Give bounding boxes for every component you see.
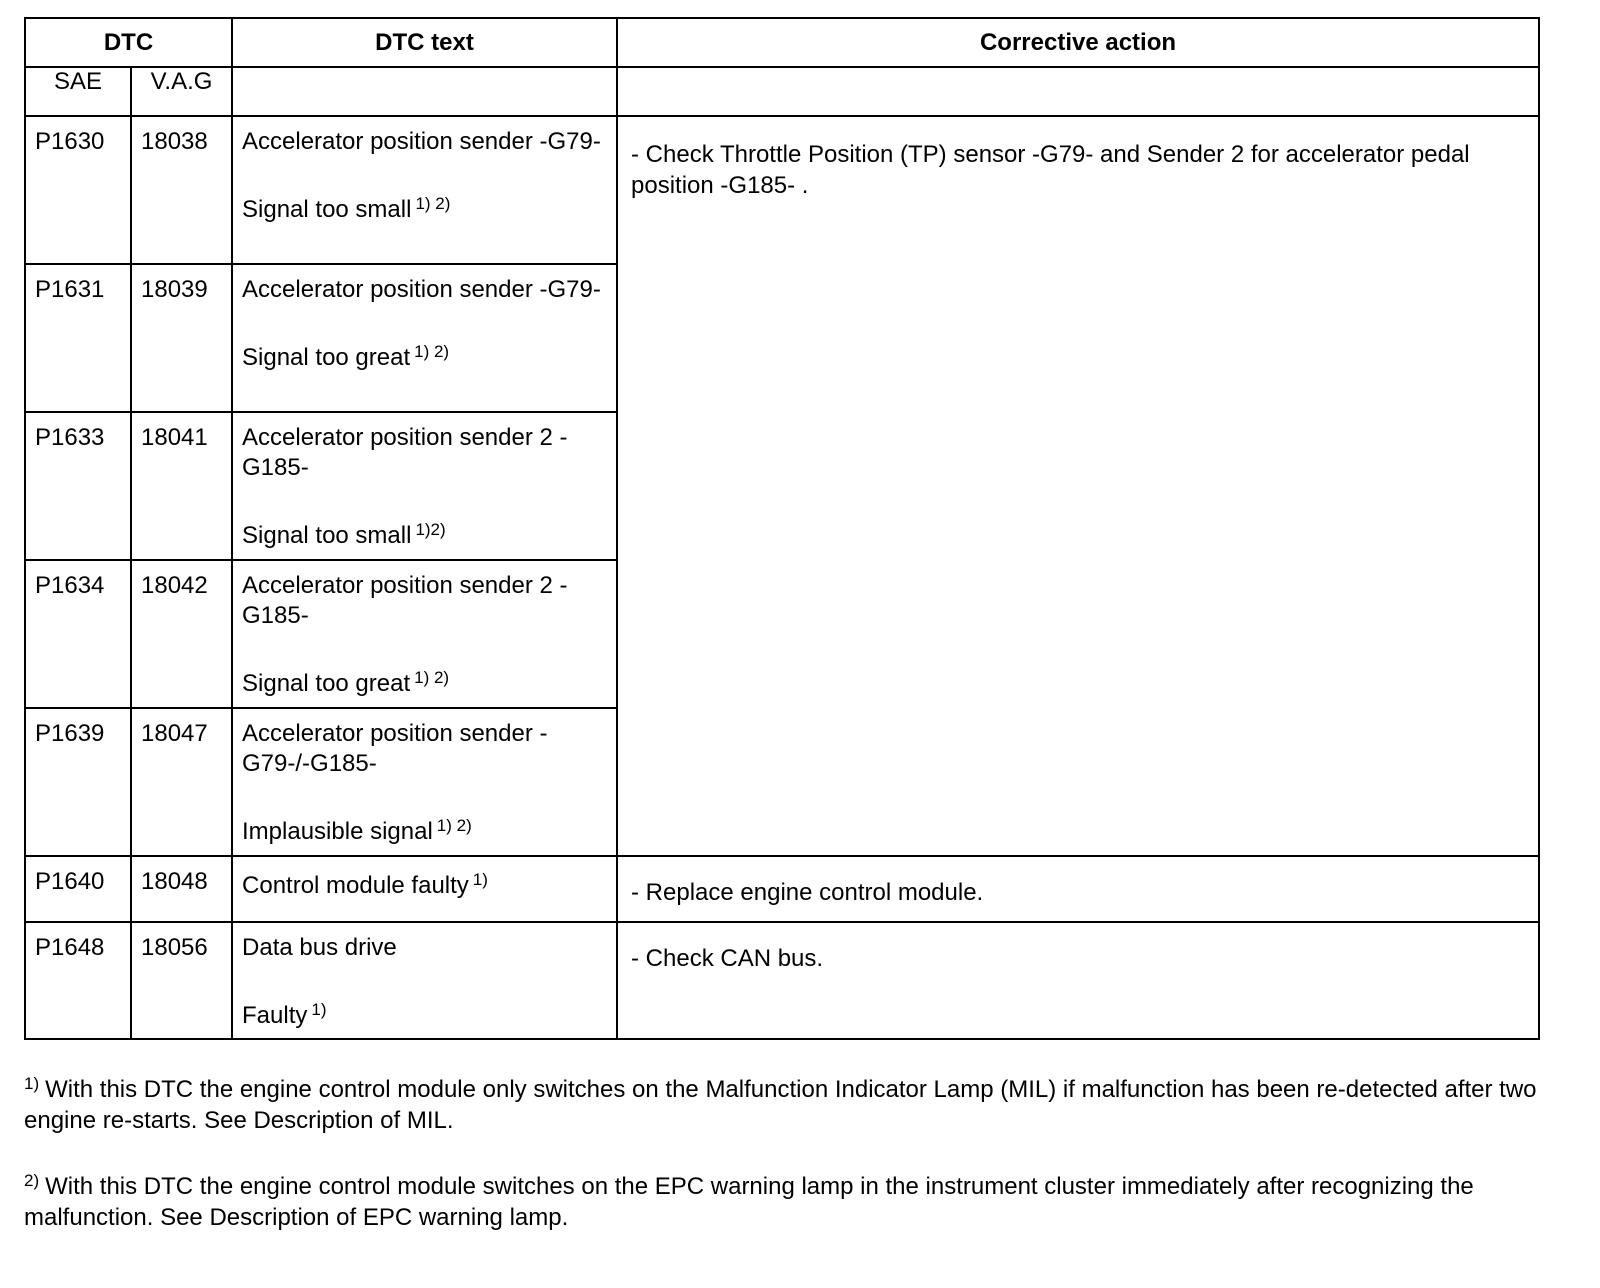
vag-code: 18048 bbox=[141, 868, 208, 895]
footnote-ref: 1) 2) bbox=[414, 668, 450, 687]
table-row bbox=[25, 116, 1539, 264]
table-row bbox=[25, 922, 1539, 1039]
vag-code: 18042 bbox=[141, 572, 208, 599]
dtc-description: Control module faulty bbox=[242, 872, 469, 899]
vag-code: 18039 bbox=[141, 276, 208, 303]
header-row bbox=[25, 18, 1539, 67]
dtc-description: Accelerator position sender 2 -G185- bbox=[242, 572, 568, 629]
footnote-ref: 1) bbox=[311, 1000, 327, 1019]
corrective-action-accelerator: - Check Throttle Position (TP) sensor -G79- and Sender 2 for accelerator pedal position -G185- . bbox=[631, 141, 1470, 199]
footnote-mark: 1) bbox=[24, 1074, 40, 1093]
dtc-condition: Signal too great $^{1) 2)}$ bbox=[242, 342, 450, 371]
sae-code: P1639 bbox=[35, 720, 105, 747]
footnote-mark: 2) bbox=[24, 1171, 40, 1190]
footnote-ref: 1) 2) bbox=[436, 816, 472, 835]
footnote-ref: 1) 2) bbox=[414, 342, 450, 361]
dtc-description: Data bus drive bbox=[242, 934, 397, 961]
footnote-2: $^{2)}$ With this DTC the engine control module switches on the EPC warning lamp in the instrument cluster immediately after recognizing the malfunction. See Description of EPC warning lamp. bbox=[24, 1171, 1474, 1231]
subheader-row bbox=[25, 67, 1539, 116]
sae-code: P1640 bbox=[35, 868, 105, 895]
table-row bbox=[25, 856, 1539, 922]
vag-code: 18047 bbox=[141, 720, 208, 747]
dtc-header: DTC bbox=[25, 18, 232, 67]
vag-code: 18038 bbox=[141, 128, 208, 155]
sae-code: P1631 bbox=[35, 276, 105, 303]
corrective-action-can: - Check CAN bus. bbox=[631, 945, 824, 972]
footnote-ref: 1) bbox=[472, 870, 488, 889]
dtc-condition: Signal too small $^{1)2)}$ bbox=[242, 520, 446, 549]
dtc-description: Accelerator position sender -G79- bbox=[242, 276, 601, 303]
sae-header: SAE bbox=[25, 67, 131, 116]
dtc-text-header: DTC text bbox=[232, 18, 617, 67]
dtc-description: Accelerator position sender 2 -G185- bbox=[242, 424, 568, 481]
sae-code: P1633 bbox=[35, 424, 105, 451]
corrective-action-module: - Replace engine control module. bbox=[631, 879, 984, 906]
dtc-condition: Signal too great $^{1) 2)}$ bbox=[242, 668, 450, 697]
footnote-ref: 1)2) bbox=[415, 520, 446, 539]
dtc-description: Accelerator position sender -G79- bbox=[242, 128, 601, 155]
footnote-ref: 1) 2) bbox=[415, 194, 451, 213]
dtc-description: Accelerator position sender -G79-/-G185- bbox=[242, 720, 548, 777]
dtc-condition: Implausible signal $^{1) 2)}$ bbox=[242, 816, 472, 845]
vag-code: 18056 bbox=[141, 934, 208, 961]
sae-code: P1648 bbox=[35, 934, 105, 961]
sae-code: P1634 bbox=[35, 572, 105, 599]
footnotes bbox=[24, 1074, 1544, 1268]
vag-code: 18041 bbox=[141, 424, 208, 451]
vag-header: V.A.G bbox=[131, 67, 232, 116]
footnote-1: $^{1)}$ With this DTC the engine control module only switches on the Malfunction Indicator Lamp (MIL) if malfunction has been re-detected after two engine re-starts. See Description of MIL. bbox=[24, 1074, 1537, 1134]
dtc-condition: Signal too small $^{1) 2)}$ bbox=[242, 194, 451, 223]
dtc-table bbox=[24, 17, 1540, 1040]
sae-code: P1630 bbox=[35, 128, 105, 155]
corrective-action-header: Corrective action bbox=[617, 18, 1539, 67]
dtc-condition: Faulty $^{1)}$ bbox=[242, 1000, 327, 1029]
